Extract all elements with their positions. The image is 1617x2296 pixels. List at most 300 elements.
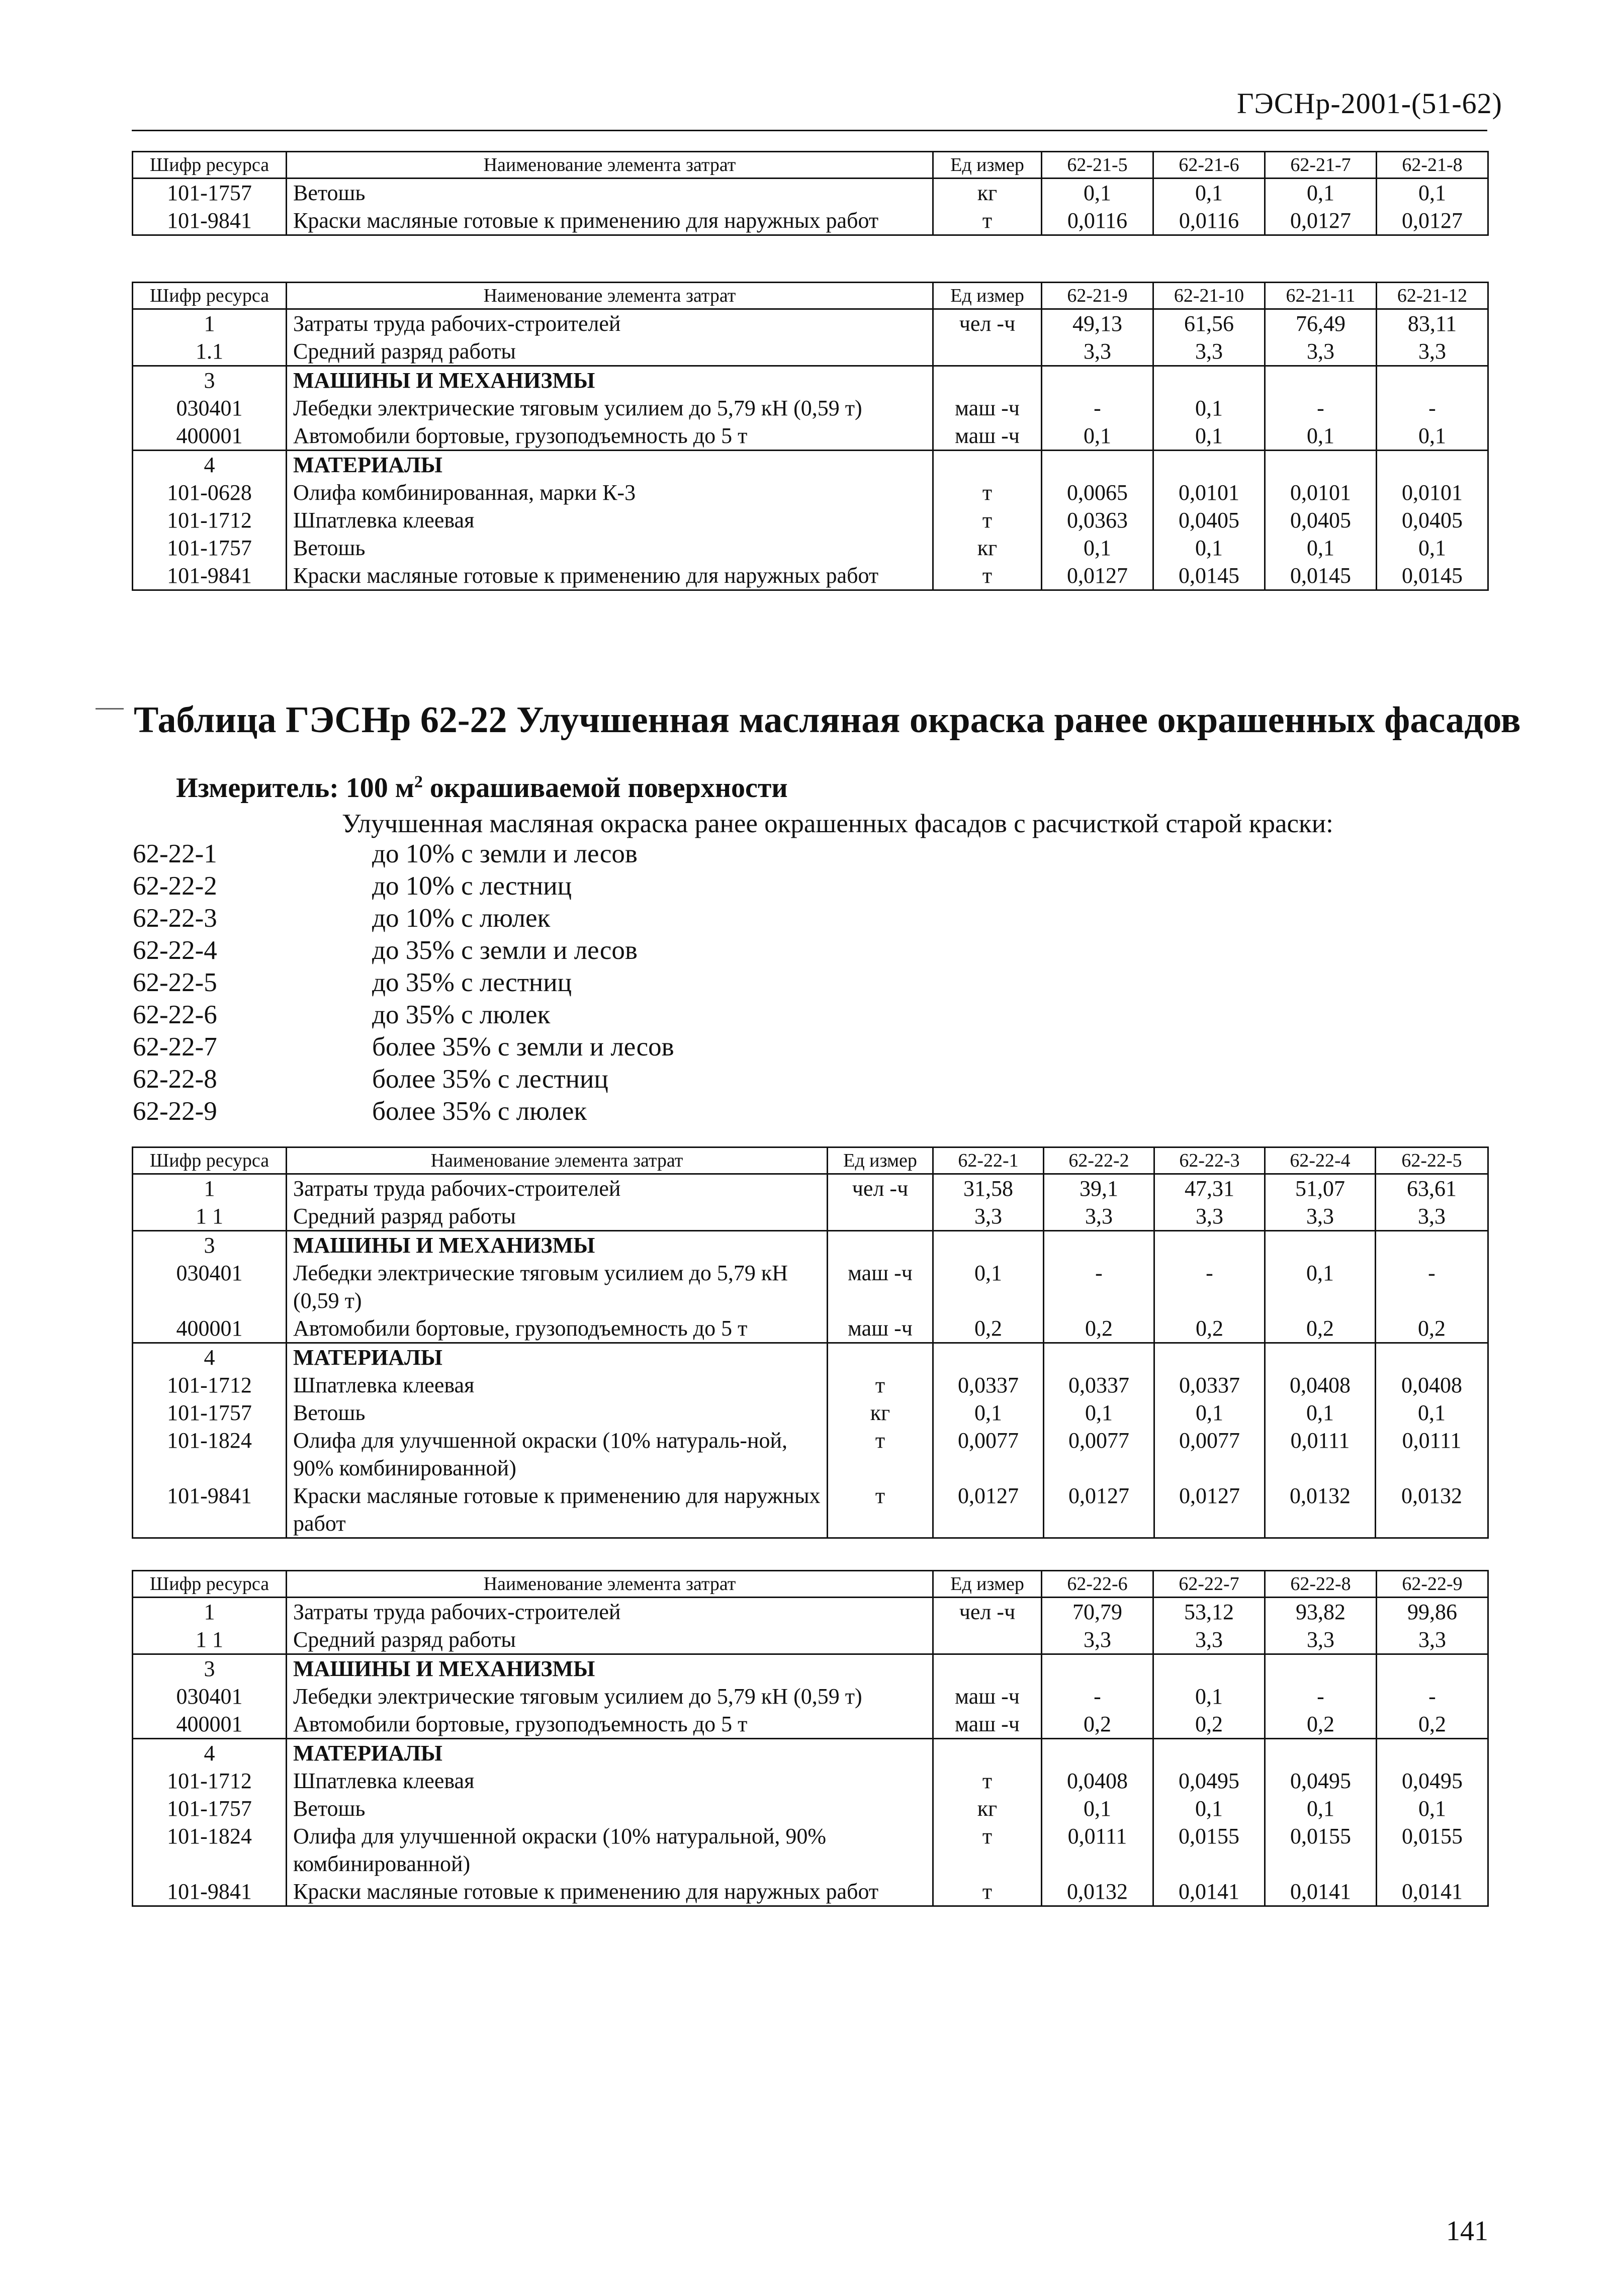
- table-row: [133, 1314, 1488, 1343]
- value-cell: 31,58: [933, 1174, 1044, 1203]
- resource-table-62-21-9-12: [132, 282, 1489, 591]
- value-cell: 3,3: [1265, 1626, 1377, 1654]
- value-cell: 0,0495: [1153, 1767, 1265, 1795]
- table-row: [133, 422, 1488, 451]
- value-cell: 0,0155: [1153, 1822, 1265, 1878]
- value-cell: -: [1377, 394, 1488, 422]
- resource-code-cell: 101-1757: [133, 1399, 287, 1427]
- value-cell: [1265, 1739, 1377, 1768]
- value-cell: 47,31: [1154, 1174, 1265, 1203]
- measure-sup: 2: [414, 772, 423, 791]
- resource-code-cell: 3: [133, 366, 287, 395]
- value-cell: 39,1: [1044, 1174, 1154, 1203]
- value-cell: 0,0405: [1377, 506, 1488, 534]
- table-header-row: [133, 152, 1488, 179]
- resource-name-cell: Олифа для улучшенной окраски (10% натуральной, 90% комбинированной): [287, 1822, 933, 1878]
- variant-text: до 10% с люлек: [372, 904, 551, 933]
- variant-item: [133, 838, 674, 870]
- value-cell: 0,1: [933, 1259, 1044, 1314]
- resource-code-cell: 101-1712: [133, 506, 287, 534]
- value-cell: 3,3: [1265, 337, 1377, 366]
- resource-name-cell: Ветошь: [287, 1399, 828, 1427]
- resource-name-cell: Краски масляные готовые к применению для наружных работ: [287, 1878, 933, 1906]
- resource-code-cell: 400001: [133, 1314, 287, 1343]
- resource-code-cell: 030401: [133, 1683, 287, 1710]
- resource-code-cell: 101-9841: [133, 1482, 287, 1538]
- resource-table-62-22-1-5: [132, 1146, 1489, 1539]
- table-row: [133, 1626, 1488, 1654]
- variant-text: до 10% с земли и лесов: [372, 839, 638, 868]
- resource-name-cell: Ветошь: [287, 1795, 933, 1822]
- table-title: Таблица ГЭСНр 62-22 Улучшенная масляная окраска ранее окрашенных фасадов: [134, 699, 1521, 741]
- variant-code: 62-22-9: [133, 1097, 217, 1126]
- variant-code: 62-22-1: [133, 839, 217, 868]
- resource-code-cell: 400001: [133, 422, 287, 451]
- value-cell: 0,0408: [1265, 1371, 1376, 1399]
- resource-name-cell: Автомобили бортовые, грузоподъемность до 5 т: [287, 1710, 933, 1739]
- resource-code-cell: 4: [133, 1343, 287, 1372]
- unit-cell: т: [933, 562, 1042, 590]
- value-cell: 0,1: [1153, 394, 1265, 422]
- resource-code-cell: 101-9841: [133, 562, 287, 590]
- variant-code: 62-22-3: [133, 904, 217, 933]
- value-cell: -: [1042, 394, 1153, 422]
- value-cell: [1153, 451, 1265, 479]
- value-cell: -: [1265, 394, 1377, 422]
- value-cell: 0,2: [1376, 1314, 1488, 1343]
- value-cell: [1042, 1654, 1153, 1683]
- value-cell: 3,3: [1153, 337, 1265, 366]
- value-cell: 0,0111: [1265, 1427, 1376, 1482]
- value-cell: 0,0408: [1042, 1767, 1153, 1795]
- column-header-norm: 62-22-4: [1265, 1147, 1376, 1174]
- value-cell: 0,0127: [933, 1482, 1044, 1538]
- value-cell: 0,0132: [1042, 1878, 1153, 1906]
- value-cell: 0,2: [1044, 1314, 1154, 1343]
- value-cell: [1154, 1343, 1265, 1372]
- unit-cell: чел -ч: [933, 1598, 1042, 1626]
- section-title-cell: МАТЕРИАЛЫ: [287, 451, 933, 479]
- column-header-name: Наименование элемента затрат: [287, 152, 933, 179]
- value-cell: 0,1: [1153, 422, 1265, 451]
- value-cell: 51,07: [1265, 1174, 1376, 1203]
- value-cell: 61,56: [1153, 309, 1265, 338]
- column-header-name: Наименование элемента затрат: [287, 283, 933, 309]
- unit-cell: маш -ч: [933, 1683, 1042, 1710]
- value-cell: 0,0363: [1042, 506, 1153, 534]
- value-cell: 0,2: [933, 1314, 1044, 1343]
- value-cell: [1265, 1231, 1376, 1260]
- value-cell: 0,1: [1153, 179, 1265, 207]
- variant-code: 62-22-8: [133, 1065, 217, 1094]
- table-row: [133, 1598, 1488, 1626]
- unit-cell: [933, 337, 1042, 366]
- value-cell: 0,0127: [1265, 207, 1377, 235]
- resource-name-cell: Средний разряд работы: [287, 337, 933, 366]
- column-header-unit: Ед измер: [933, 152, 1042, 179]
- section-row: [133, 451, 1488, 479]
- unit-cell: т: [933, 479, 1042, 506]
- unit-cell: кг: [828, 1399, 933, 1427]
- value-cell: 0,0077: [1154, 1427, 1265, 1482]
- column-header-norm: 62-21-6: [1153, 152, 1265, 179]
- resource-name-cell: Краски масляные готовые к применению для наружных работ: [287, 207, 933, 235]
- column-header-norm: 62-21-8: [1377, 152, 1488, 179]
- variant-text: более 35% с лестниц: [372, 1065, 608, 1094]
- column-header-norm: 62-21-11: [1265, 283, 1377, 309]
- value-cell: 0,0101: [1265, 479, 1377, 506]
- resource-name-cell: Шпатлевка клеевая: [287, 1371, 828, 1399]
- variant-text: более 35% с люлек: [372, 1097, 587, 1126]
- table-row: [133, 1482, 1488, 1538]
- value-cell: 0,1: [1153, 1683, 1265, 1710]
- variant-code: 62-22-7: [133, 1032, 217, 1062]
- page-number: 141: [1446, 2216, 1488, 2247]
- resource-name-cell: Средний разряд работы: [287, 1626, 933, 1654]
- value-cell: 0,0145: [1377, 562, 1488, 590]
- unit-cell: т: [933, 1767, 1042, 1795]
- variant-text: более 35% с земли и лесов: [372, 1032, 674, 1062]
- resource-code-cell: 3: [133, 1654, 287, 1683]
- unit-cell: чел -ч: [933, 309, 1042, 338]
- value-cell: 83,11: [1377, 309, 1488, 338]
- resource-code-cell: 1: [133, 1174, 287, 1203]
- value-cell: 0,0405: [1153, 506, 1265, 534]
- value-cell: 0,2: [1265, 1710, 1377, 1739]
- table-row: [133, 1683, 1488, 1710]
- table-row: [133, 1822, 1488, 1878]
- value-cell: 0,0155: [1377, 1822, 1488, 1878]
- unit-cell: т: [933, 1822, 1042, 1878]
- value-cell: [1377, 1654, 1488, 1683]
- table-row: [133, 1878, 1488, 1906]
- unit-cell: т: [933, 1878, 1042, 1906]
- section-title-cell: МАШИНЫ И МЕХАНИЗМЫ: [287, 366, 933, 395]
- value-cell: 0,2: [1265, 1314, 1376, 1343]
- unit-cell: [933, 1739, 1042, 1768]
- column-header-norm: 62-22-1: [933, 1147, 1044, 1174]
- header-rule: [132, 130, 1487, 131]
- table-row: [133, 309, 1488, 338]
- variant-code: 62-22-6: [133, 1000, 217, 1029]
- value-cell: -: [1044, 1259, 1154, 1314]
- value-cell: 0,0127: [1154, 1482, 1265, 1538]
- value-cell: 0,0495: [1265, 1767, 1377, 1795]
- column-header-norm: 62-22-9: [1377, 1571, 1488, 1598]
- resource-code-cell: 101-1824: [133, 1427, 287, 1482]
- value-cell: [1265, 1343, 1376, 1372]
- value-cell: 3,3: [1044, 1202, 1154, 1231]
- column-header-norm: 62-22-8: [1265, 1571, 1377, 1598]
- table-row: [133, 1399, 1488, 1427]
- unit-cell: [828, 1231, 933, 1260]
- resource-code-cell: 101-9841: [133, 1878, 287, 1906]
- column-header-norm: 62-21-5: [1042, 152, 1153, 179]
- value-cell: [1265, 451, 1377, 479]
- value-cell: 0,1: [1376, 1399, 1488, 1427]
- measure-line: [176, 772, 788, 804]
- value-cell: 3,3: [1376, 1202, 1488, 1231]
- table-row: [133, 179, 1488, 207]
- variant-item: [133, 1095, 674, 1127]
- unit-cell: т: [933, 207, 1042, 235]
- unit-cell: [933, 451, 1042, 479]
- value-cell: 3,3: [1154, 1202, 1265, 1231]
- variant-item: [133, 966, 674, 999]
- column-header-code: Шифр ресурса: [133, 1147, 287, 1174]
- value-cell: 0,1: [1154, 1399, 1265, 1427]
- value-cell: 0,1: [1042, 422, 1153, 451]
- section-row: [133, 1739, 1488, 1768]
- resource-name-cell: Затраты труда рабочих-строителей: [287, 1174, 828, 1203]
- value-cell: [1265, 1654, 1377, 1683]
- column-header-norm: 62-21-12: [1377, 283, 1488, 309]
- resource-name-cell: Лебедки электрические тяговым усилием до 5,79 кН (0,59 т): [287, 394, 933, 422]
- resource-name-cell: Краски масляные готовые к применению для наружных работ: [287, 1482, 828, 1538]
- table-row: [133, 534, 1488, 562]
- variant-item: [133, 1031, 674, 1063]
- resource-code-cell: 4: [133, 451, 287, 479]
- column-header-name: Наименование элемента затрат: [287, 1571, 933, 1598]
- variant-code: 62-22-2: [133, 871, 217, 901]
- resource-code-cell: 101-1712: [133, 1767, 287, 1795]
- value-cell: [1042, 451, 1153, 479]
- value-cell: 0,1: [1377, 422, 1488, 451]
- unit-cell: т: [933, 506, 1042, 534]
- section-title-cell: МАШИНЫ И МЕХАНИЗМЫ: [287, 1654, 933, 1683]
- resource-code-cell: 030401: [133, 394, 287, 422]
- value-cell: [933, 1343, 1044, 1372]
- resource-code-cell: 1 1: [133, 1202, 287, 1231]
- value-cell: 0,1: [1042, 1795, 1153, 1822]
- value-cell: 0,0127: [1377, 207, 1488, 235]
- value-cell: 0,0132: [1376, 1482, 1488, 1538]
- value-cell: 99,86: [1377, 1598, 1488, 1626]
- value-cell: 0,0141: [1153, 1878, 1265, 1906]
- column-header-name: Наименование элемента затрат: [287, 1147, 828, 1174]
- value-cell: 76,49: [1265, 309, 1377, 338]
- column-header-norm: 62-21-9: [1042, 283, 1153, 309]
- value-cell: 3,3: [1377, 337, 1488, 366]
- column-header-code: Шифр ресурса: [133, 1571, 287, 1598]
- value-cell: [1042, 366, 1153, 395]
- unit-cell: т: [828, 1427, 933, 1482]
- value-cell: 0,0077: [933, 1427, 1044, 1482]
- value-cell: 0,1: [1153, 534, 1265, 562]
- resource-code-cell: 101-1757: [133, 534, 287, 562]
- unit-cell: [828, 1343, 933, 1372]
- value-cell: 0,0141: [1265, 1878, 1377, 1906]
- value-cell: -: [1376, 1259, 1488, 1314]
- value-cell: 0,0127: [1044, 1482, 1154, 1538]
- resource-code-cell: 1: [133, 309, 287, 338]
- value-cell: 0,2: [1042, 1710, 1153, 1739]
- value-cell: 0,0101: [1153, 479, 1265, 506]
- value-cell: 0,0155: [1265, 1822, 1377, 1878]
- resource-code-cell: 1 1: [133, 1626, 287, 1654]
- resource-name-cell: Шпатлевка клеевая: [287, 1767, 933, 1795]
- value-cell: [1042, 1739, 1153, 1768]
- value-cell: 0,0495: [1377, 1767, 1488, 1795]
- table-row: [133, 1174, 1488, 1203]
- value-cell: 0,1: [1377, 534, 1488, 562]
- unit-cell: кг: [933, 179, 1042, 207]
- column-header-unit: Ед измер: [933, 1571, 1042, 1598]
- variant-code: 62-22-5: [133, 968, 217, 997]
- table-row: [133, 207, 1488, 235]
- column-header-norm: 62-22-7: [1153, 1571, 1265, 1598]
- column-header-code: Шифр ресурса: [133, 283, 287, 309]
- variant-intro: Улучшенная масляная окраска ранее окрашенных фасадов с расчисткой старой краски:: [342, 809, 1333, 838]
- value-cell: -: [1377, 1683, 1488, 1710]
- unit-cell: маш -ч: [933, 1710, 1042, 1739]
- table-row: [133, 479, 1488, 506]
- section-row: [133, 366, 1488, 395]
- value-cell: 3,3: [1042, 337, 1153, 366]
- value-cell: 0,1: [1377, 1795, 1488, 1822]
- value-cell: 3,3: [933, 1202, 1044, 1231]
- section-title-cell: МАТЕРИАЛЫ: [287, 1739, 933, 1768]
- value-cell: [1377, 1739, 1488, 1768]
- variant-list: [133, 838, 674, 1127]
- resource-name-cell: Краски масляные готовые к применению для наружных работ: [287, 562, 933, 590]
- unit-cell: [828, 1202, 933, 1231]
- table-row: [133, 394, 1488, 422]
- value-cell: 3,3: [1377, 1626, 1488, 1654]
- unit-cell: т: [828, 1482, 933, 1538]
- value-cell: 0,0116: [1042, 207, 1153, 235]
- section-row: [133, 1343, 1488, 1372]
- unit-cell: т: [828, 1371, 933, 1399]
- table-row: [133, 506, 1488, 534]
- unit-cell: кг: [933, 1795, 1042, 1822]
- value-cell: 49,13: [1042, 309, 1153, 338]
- table-row: [133, 1710, 1488, 1739]
- resource-name-cell: Лебедки электрические тяговым усилием до 5,79 кН (0,59 т): [287, 1683, 933, 1710]
- unit-cell: кг: [933, 534, 1042, 562]
- value-cell: 0,0065: [1042, 479, 1153, 506]
- section-title-cell: МАТЕРИАЛЫ: [287, 1343, 828, 1372]
- table-row: [133, 337, 1488, 366]
- value-cell: 53,12: [1153, 1598, 1265, 1626]
- value-cell: 70,79: [1042, 1598, 1153, 1626]
- value-cell: 0,0408: [1376, 1371, 1488, 1399]
- value-cell: 0,1: [1265, 179, 1377, 207]
- table-row: [133, 1371, 1488, 1399]
- value-cell: -: [1154, 1259, 1265, 1314]
- variant-text: до 10% с лестниц: [372, 871, 572, 901]
- column-header-unit: Ед измер: [933, 283, 1042, 309]
- value-cell: 0,0101: [1377, 479, 1488, 506]
- table-row: [133, 562, 1488, 590]
- column-header-norm: 62-21-10: [1153, 283, 1265, 309]
- resource-code-cell: 101-1757: [133, 179, 287, 207]
- measure-value: 100 м: [345, 772, 414, 804]
- column-header-norm: 62-22-5: [1376, 1147, 1488, 1174]
- value-cell: 0,2: [1153, 1710, 1265, 1739]
- resource-name-cell: Ветошь: [287, 179, 933, 207]
- resource-code-cell: 4: [133, 1739, 287, 1768]
- resource-name-cell: Автомобили бортовые, грузоподъемность до 5 т: [287, 1314, 828, 1343]
- value-cell: 0,1: [933, 1399, 1044, 1427]
- column-header-norm: 62-22-6: [1042, 1571, 1153, 1598]
- variant-item: [133, 902, 674, 934]
- resource-code-cell: 1: [133, 1598, 287, 1626]
- resource-name-cell: Затраты труда рабочих-строителей: [287, 309, 933, 338]
- value-cell: 0,0145: [1153, 562, 1265, 590]
- value-cell: 0,0077: [1044, 1427, 1154, 1482]
- column-header-norm: 62-22-2: [1044, 1147, 1154, 1174]
- value-cell: -: [1042, 1683, 1153, 1710]
- value-cell: 0,1: [1153, 1795, 1265, 1822]
- resource-code-cell: 3: [133, 1231, 287, 1260]
- resource-name-cell: Средний разряд работы: [287, 1202, 828, 1231]
- value-cell: [1376, 1343, 1488, 1372]
- resource-code-cell: 101-1712: [133, 1371, 287, 1399]
- scan-mark: [96, 708, 124, 710]
- resource-code-cell: 101-1824: [133, 1822, 287, 1878]
- value-cell: 0,0111: [1376, 1427, 1488, 1482]
- value-cell: [1376, 1231, 1488, 1260]
- resource-name-cell: Автомобили бортовые, грузоподъемность до 5 т: [287, 422, 933, 451]
- value-cell: 0,1: [1377, 179, 1488, 207]
- variant-item: [133, 870, 674, 902]
- value-cell: 0,1: [1265, 1399, 1376, 1427]
- value-cell: 3,3: [1153, 1626, 1265, 1654]
- value-cell: 3,3: [1265, 1202, 1376, 1231]
- resource-table-62-21-5-8: [132, 151, 1489, 236]
- value-cell: 0,1: [1044, 1399, 1154, 1427]
- column-header-code: Шифр ресурса: [133, 152, 287, 179]
- value-cell: -: [1265, 1683, 1377, 1710]
- unit-cell: чел -ч: [828, 1174, 933, 1203]
- value-cell: 0,1: [1042, 179, 1153, 207]
- resource-code-cell: 030401: [133, 1259, 287, 1314]
- variant-text: до 35% с лестниц: [372, 968, 572, 997]
- value-cell: [1153, 1739, 1265, 1768]
- resource-code-cell: 400001: [133, 1710, 287, 1739]
- table-row: [133, 1767, 1488, 1795]
- value-cell: 0,0116: [1153, 207, 1265, 235]
- unit-cell: маш -ч: [933, 422, 1042, 451]
- value-cell: 0,2: [1377, 1710, 1488, 1739]
- section-row: [133, 1231, 1488, 1260]
- value-cell: [1044, 1231, 1154, 1260]
- resource-table-62-22-6-9: [132, 1570, 1489, 1907]
- value-cell: [1153, 1654, 1265, 1683]
- variant-item: [133, 934, 674, 966]
- value-cell: 0,1: [1265, 534, 1377, 562]
- value-cell: 0,0111: [1042, 1822, 1153, 1878]
- resource-name-cell: Шпатлевка клеевая: [287, 506, 933, 534]
- variant-text: до 35% с земли и лесов: [372, 936, 638, 965]
- value-cell: 0,0145: [1265, 562, 1377, 590]
- resource-code-cell: 1.1: [133, 337, 287, 366]
- column-header-norm: 62-21-7: [1265, 152, 1377, 179]
- value-cell: [1265, 366, 1377, 395]
- unit-cell: [933, 1626, 1042, 1654]
- value-cell: 3,3: [1042, 1626, 1153, 1654]
- table-row: [133, 1795, 1488, 1822]
- value-cell: 0,0337: [933, 1371, 1044, 1399]
- resource-name-cell: Затраты труда рабочих-строителей: [287, 1598, 933, 1626]
- value-cell: [1377, 451, 1488, 479]
- variant-item: [133, 999, 674, 1031]
- value-cell: 0,0132: [1265, 1482, 1376, 1538]
- measure-rest: окрашиваемой поверхности: [422, 772, 788, 804]
- resource-name-cell: Олифа для улучшенной окраски (10% натураль-ной, 90% комбинированной): [287, 1427, 828, 1482]
- measure-label: Измеритель:: [176, 772, 339, 804]
